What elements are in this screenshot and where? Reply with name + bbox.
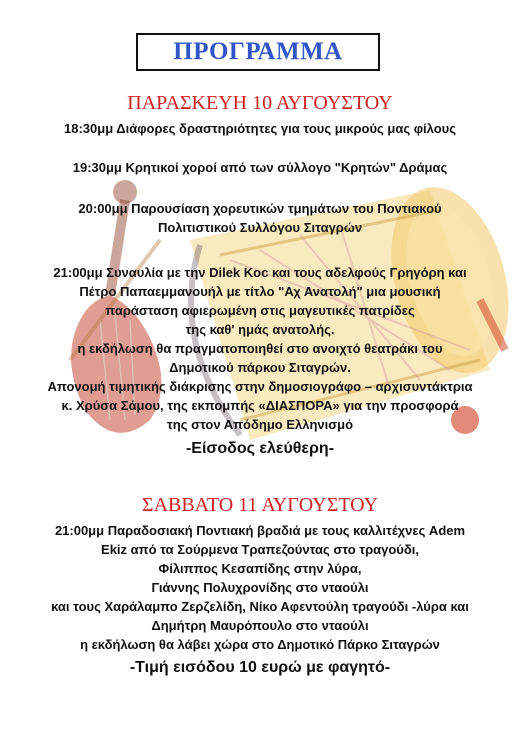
day2-heading: ΣΑΒΒΑΤΟ 11 ΑΥΓΟΥΣΤΟΥ — [141, 494, 379, 516]
day1-heading: ΠΑΡΑΣΚΕΥΗ 10 ΑΥΓΟΥΣΤΟΥ — [127, 92, 393, 114]
day1-line: κ. Χρύσα Σάμου, της εκπομπής «ΔΙΑΣΠΟΡΑ» για την προσφορά — [61, 398, 459, 413]
day1-line: 18:30μμ Διάφορες δραστηριότητες για τους μικρούς μας φίλους — [64, 121, 456, 136]
day2-line: Δημήτρη Μαυρόπουλο στο νταούλι — [151, 618, 369, 633]
day2-line: Ekiz από τα Σούρμενα Τραπεζούντας στο τραγούδι, — [101, 542, 419, 557]
day2-line: και τους Χαράλαμπο Ζερζελίδη, Νίκο Αφεντούλη τραγούδι -λύρα και — [51, 599, 469, 614]
day1-line: της στον Απόδημο Ελληνισμό — [166, 417, 354, 432]
day1-line: Απονομή τιμητικής διάκρισης στην δημοσιογράφο – αρχισυντάκτρια — [47, 379, 473, 394]
day2-line: η εκδήλωση θα λάβει χώρα στο Δημοτικό Πάρκο Σιταγρών — [80, 637, 440, 652]
day2-line: Φίλιππος Κεσαπίδης στην λύρα, — [158, 561, 362, 576]
day2-line: Γιάννης Πολυχρονίδης στο νταούλι — [151, 580, 369, 595]
title-box — [136, 33, 380, 71]
day1-line: Δημοτικού πάρκου Σιταγρών. — [169, 360, 351, 375]
day1-line: η εκδήλωση θα πραγματοποιηθεί στο ανοιχτό θεατράκι του — [77, 341, 443, 356]
day1-line: 21:00μμ Συναυλία με την Dilek Koc και τους αδελφούς Γρηγόρη και — [53, 265, 467, 280]
day1-line: παράσταση αφιερωμένη στις μαγευτικές πατρίδες — [105, 303, 415, 318]
day1-line: Πέτρο Παπαεμμανουήλ με τίτλο "Αχ Ανατολή" μια μουσική — [79, 284, 441, 299]
day2-line: 21:00μμ Παραδοσιακή Ποντιακή βραδιά με τους καλλιτέχνες Adem — [54, 523, 466, 538]
day1-line: Πολιτιστικού Συλλόγου Σιταγρών — [157, 220, 363, 235]
day1-entry: -Είσοδος ελεύθερη- — [185, 440, 335, 457]
day1-line: της καθ' ημάς ανατολής. — [185, 322, 335, 337]
day2-entry: -Τιμή εισόδου 10 ευρώ με φαγητό- — [129, 659, 391, 676]
day1-line: 20:00μμ Παρουσίαση χορευτικών τμημάτων του Ποντιακού — [78, 201, 442, 216]
page-title: ΠΡΟΓΡΑΜΜΑ — [173, 38, 343, 65]
day1-line: 19:30μμ Κρητικοί χοροί από των σύλλογο "Κρητών" Δράμας — [72, 160, 448, 175]
